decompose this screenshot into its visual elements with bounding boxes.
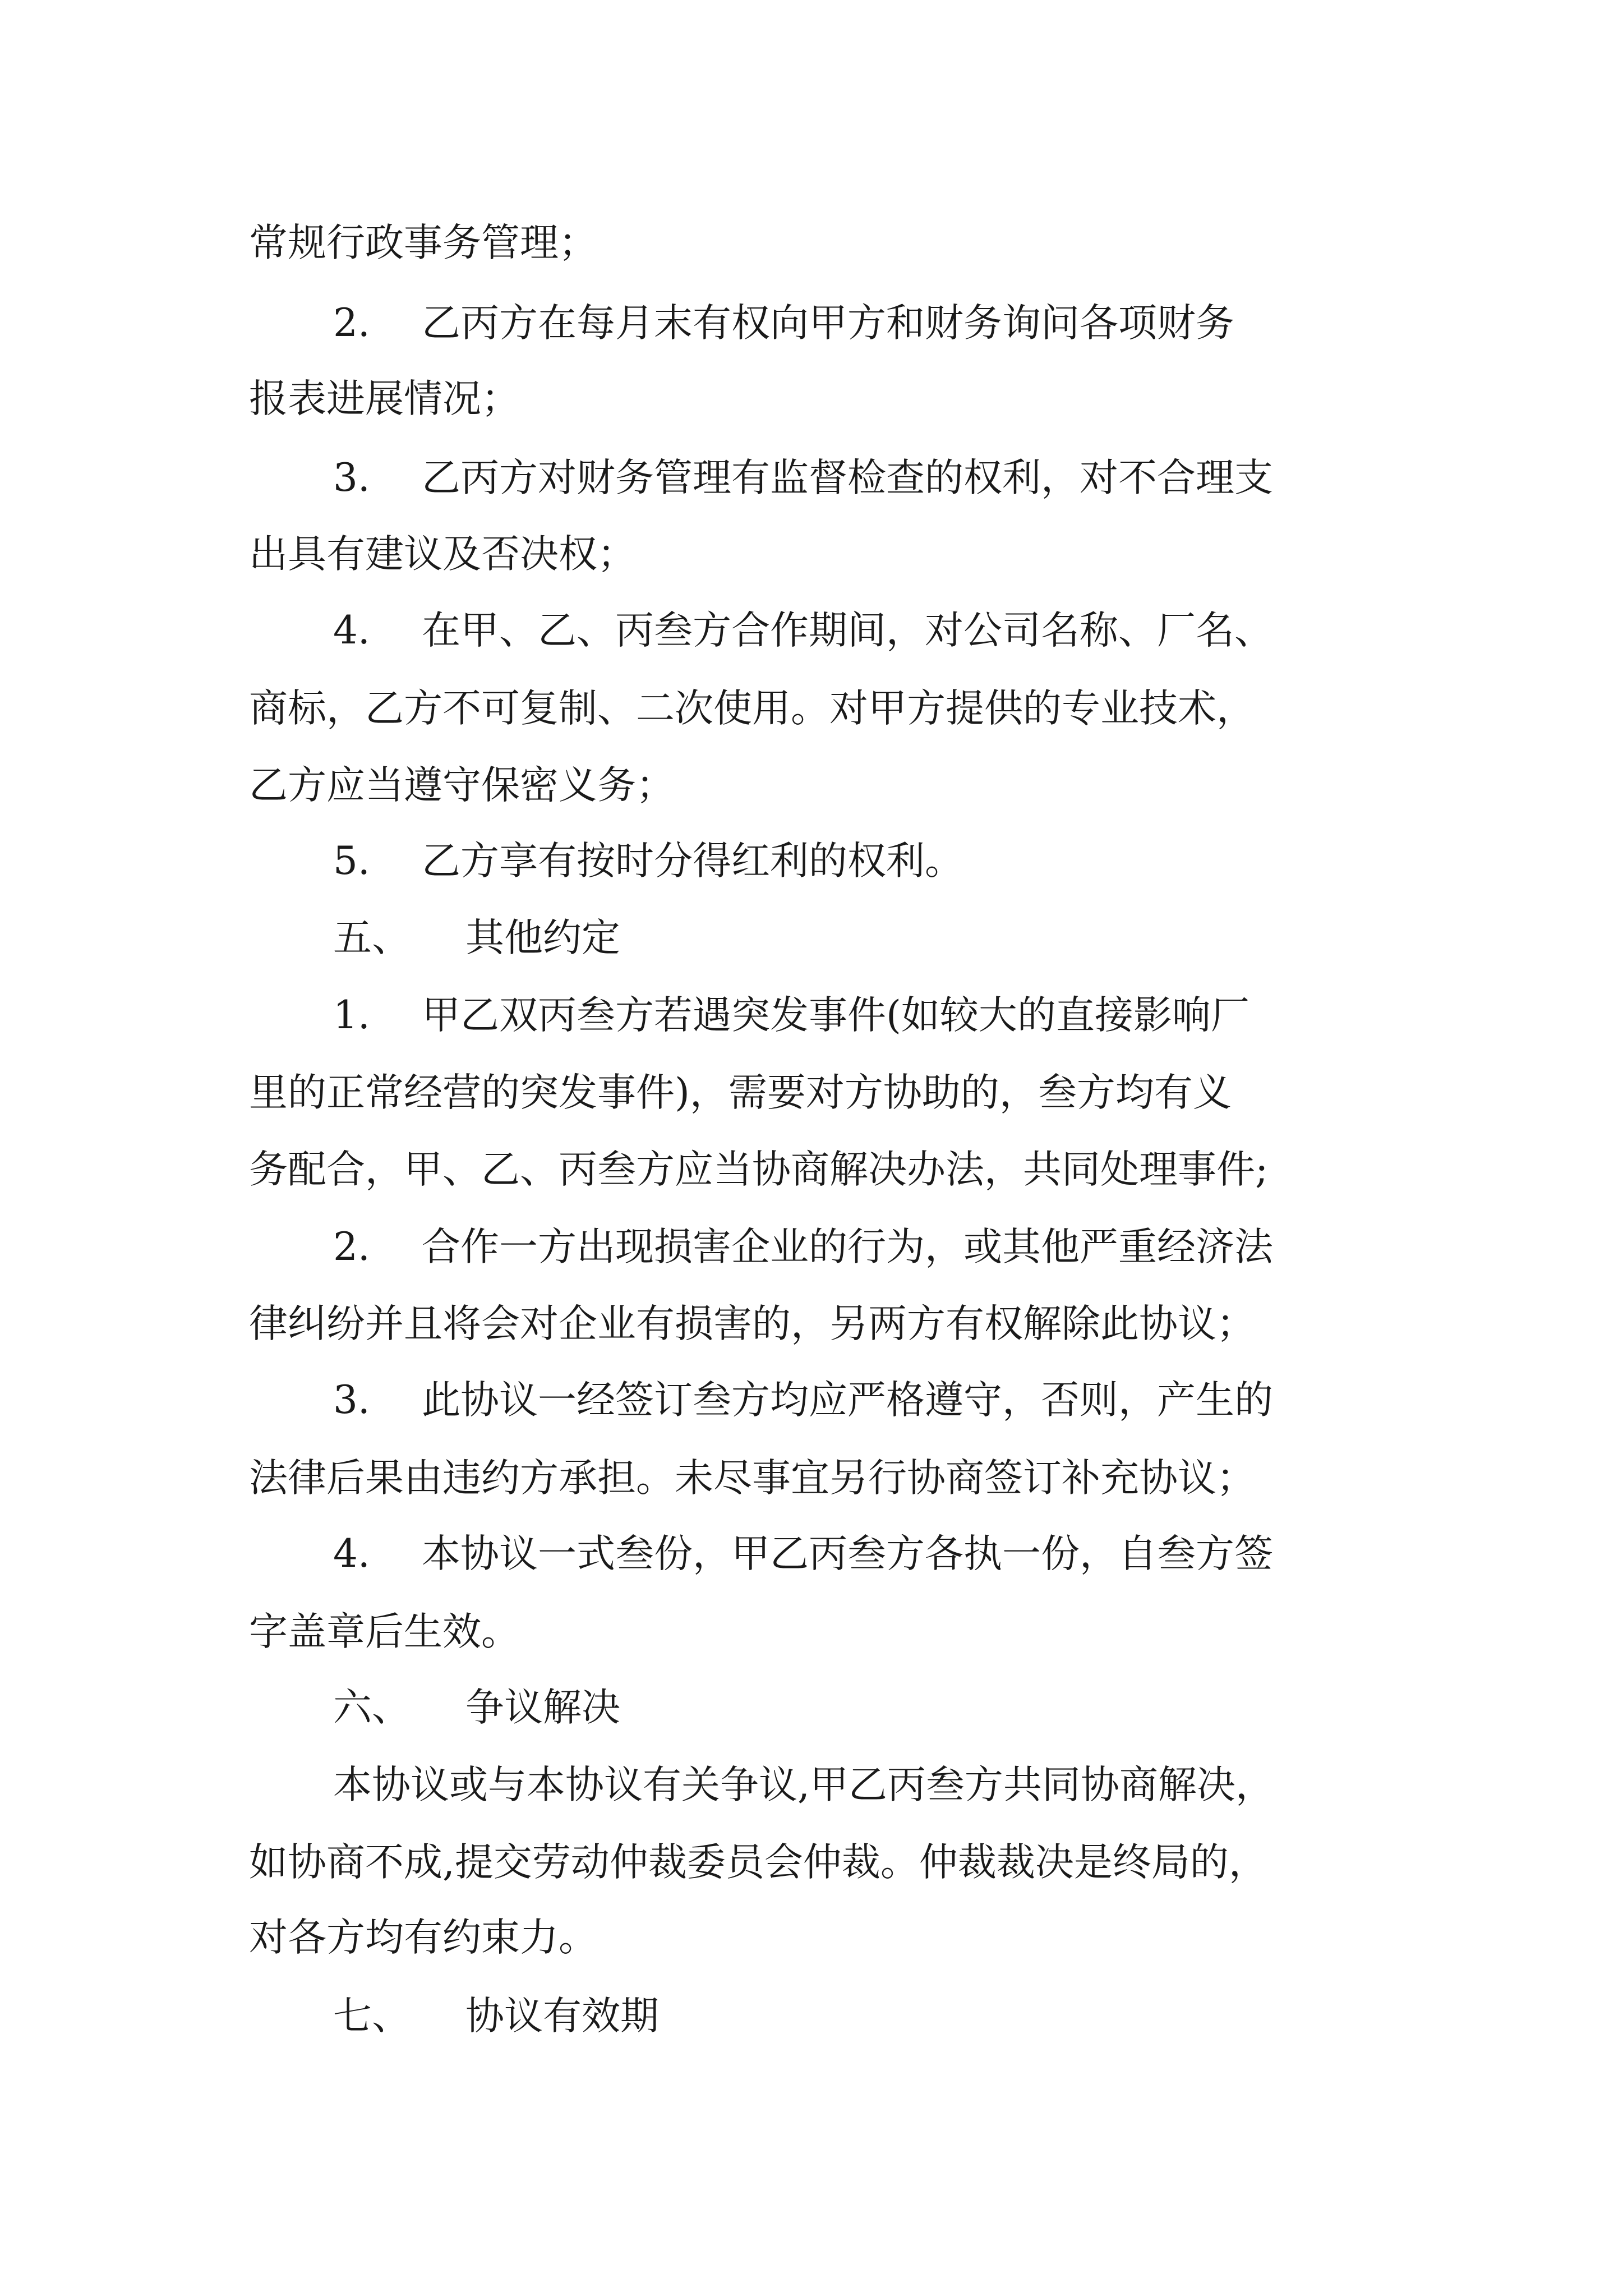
list-item-line — [333, 298, 1234, 348]
paragraph-line — [249, 1453, 1255, 1503]
paragraph-line — [249, 1144, 1268, 1195]
item-number: 3. — [333, 1378, 370, 1423]
paragraph-line — [249, 529, 636, 579]
line-text: 对各方均有约束力。 — [249, 1915, 597, 1960]
line-text: 如协商不成,提交劳动仲裁委员会仲裁。仲裁裁决是终局的， — [249, 1840, 1267, 1885]
line-text: 里的正常经营的突发事件)，需要对方协助的，叁方均有义 — [249, 1070, 1232, 1115]
line-text: 乙方享有按时分得红利的权利。 — [422, 839, 963, 884]
section-heading — [333, 1991, 659, 2041]
line-text: 出具有建议及否决权； — [249, 532, 636, 577]
line-text: 字盖章后生效。 — [249, 1609, 520, 1654]
section-heading — [333, 1682, 620, 1733]
line-text: 乙丙方对财务管理有监督检查的权利，对不合理支 — [422, 455, 1273, 500]
list-item-line — [333, 1529, 1273, 1579]
line-text: 报表进展情况； — [249, 376, 520, 421]
item-number: 4. — [333, 608, 370, 653]
line-text: 在甲、乙、丙叁方合作期间，对公司名称、厂名、 — [422, 608, 1273, 653]
list-item-line — [333, 605, 1273, 656]
list-item-line — [333, 1375, 1273, 1425]
line-text: 商标，乙方不可复制、二次使用。对甲方提供的专业技术， — [249, 686, 1255, 731]
list-item-line — [333, 453, 1273, 503]
paragraph-line — [249, 1299, 1255, 1349]
list-item-line — [333, 990, 1249, 1041]
item-number: 1. — [333, 993, 370, 1038]
line-text: 务配合，甲、乙、丙叁方应当协商解决办法，共同处理事件; — [249, 1147, 1269, 1192]
section-heading — [333, 913, 620, 963]
line-text: 乙方应当遵守保密义务； — [249, 763, 675, 808]
item-number: 4. — [333, 1531, 370, 1576]
list-item-line — [333, 1222, 1273, 1272]
line-text: 合作一方出现损害企业的行为，或其他严重经济法 — [422, 1225, 1273, 1269]
paragraph-line — [249, 1837, 1267, 1888]
paragraph-line — [249, 1912, 597, 1963]
line-text: 甲乙双丙叁方若遇突发事件(如较大的直接影响厂 — [422, 993, 1249, 1038]
item-number: 5. — [333, 839, 370, 884]
line-text: 律纠纷并且将会对企业有损害的，另两方有权解除此协议； — [249, 1301, 1255, 1346]
paragraph-line — [249, 683, 1255, 734]
line-text: 本协议一式叁份，甲乙丙叁方各执一份，自叁方签 — [422, 1531, 1273, 1576]
list-item-line — [333, 836, 963, 886]
line-text: 法律后果由违约方承担。未尽事宜另行协商签订补充协议； — [249, 1456, 1255, 1501]
section-title: 协议有效期 — [465, 1994, 659, 2039]
paragraph-line — [249, 218, 597, 268]
section-title: 其他约定 — [465, 915, 620, 960]
section-number: 六、 — [333, 1685, 411, 1730]
paragraph-line — [249, 374, 520, 424]
paragraph-line — [333, 1760, 1274, 1810]
section-number: 七、 — [333, 1994, 411, 2039]
line-text: 本协议或与本协议有关争议,甲乙丙叁方共同协商解决， — [333, 1763, 1274, 1807]
line-text: 乙丙方在每月末有权向甲方和财务询问各项财务 — [422, 301, 1234, 346]
paragraph-line — [249, 760, 675, 811]
paragraph-line — [249, 1607, 520, 1657]
paragraph-line — [249, 1068, 1232, 1118]
section-number: 五、 — [333, 915, 411, 960]
line-text: 此协议一经签订叁方均应严格遵守，否则，产生的 — [422, 1378, 1273, 1423]
section-title: 争议解决 — [465, 1685, 620, 1730]
item-number: 2. — [333, 1225, 370, 1269]
item-number: 3. — [333, 455, 370, 500]
line-text: 常规行政事务管理； — [249, 220, 597, 265]
item-number: 2. — [333, 301, 370, 346]
